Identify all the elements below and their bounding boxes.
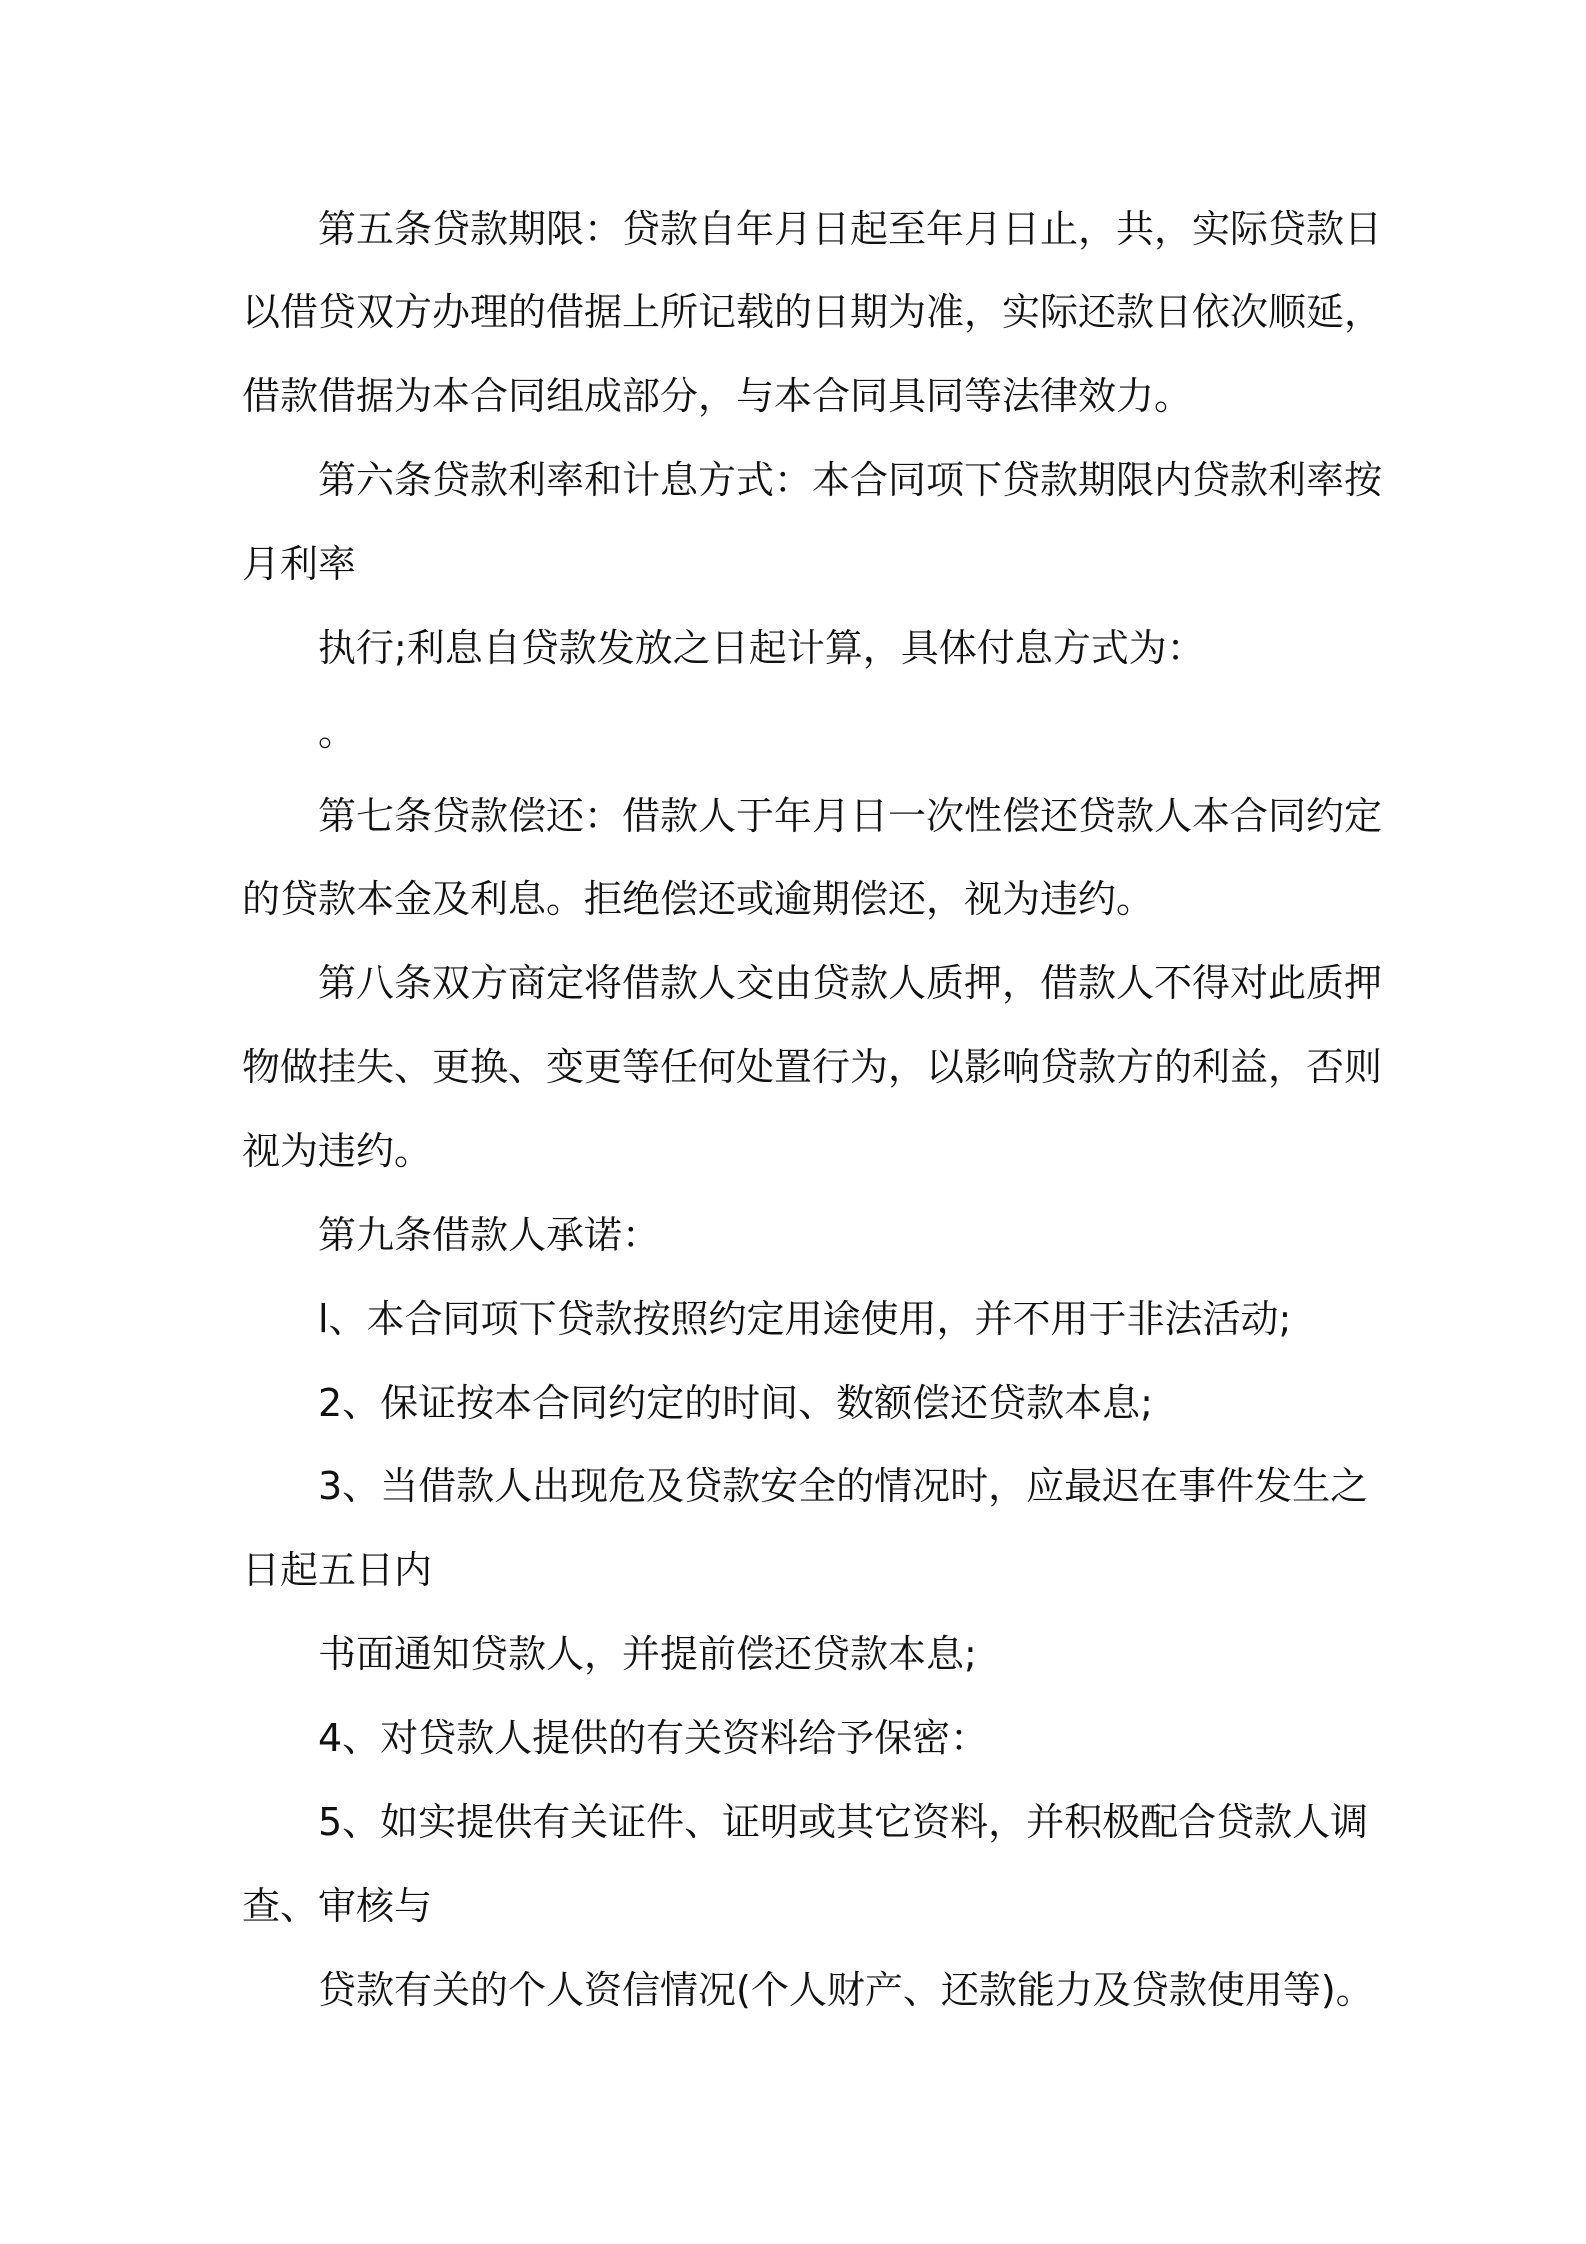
text-line: 。	[318, 710, 357, 754]
text-line: 月利率	[242, 542, 357, 586]
text-line: 5、如实提供有关证件、证明或其它资料，并积极配合贷款人调	[318, 1800, 1369, 1844]
text-line: 日起五日内	[242, 1548, 433, 1592]
text-line: 第九条借款人承诺：	[318, 1213, 661, 1257]
text-line: 书面通知贷款人，并提前偿还贷款本息;	[318, 1632, 977, 1676]
text-line: 第六条贷款利率和计息方式：本合同项下贷款期限内贷款利率按	[318, 458, 1383, 502]
text-line: 2、保证按本合同约定的时间、数额偿还贷款本息;	[318, 1381, 1153, 1425]
text-line: 3、当借款人出现危及贷款安全的情况时，应最迟在事件发生之	[318, 1464, 1369, 1508]
text-line: 执行;利息自贷款发放之日起计算，具体付息方式为：	[318, 626, 1205, 670]
text-line: 贷款有关的个人资信情况(个人财产、还款能力及贷款使用等)。	[318, 1968, 1374, 2012]
text-line: 视为违约。	[242, 1129, 433, 1173]
text-line: 4、对贷款人提供的有关资料给予保密：	[318, 1716, 989, 1760]
text-line: 物做挂失、更换、变更等任何处置行为，以影响贷款方的利益，否则	[242, 1045, 1383, 1089]
text-line: 第五条贷款期限：贷款自年月日起至年月日止，共，实际贷款日	[318, 207, 1383, 251]
text-line: 第八条双方商定将借款人交由贷款人质押，借款人不得对此质押	[318, 961, 1383, 1005]
text-line: 以借贷双方办理的借据上所记载的日期为准，实际还款日依次顺延，	[242, 290, 1383, 334]
text-line: l、本合同项下贷款按照约定用途使用，并不用于非法活动;	[318, 1297, 1292, 1341]
text-line: 查、审核与	[242, 1884, 433, 1928]
text-line: 第七条贷款偿还：借款人于年月日一次性偿还贷款人本合同约定	[318, 794, 1383, 838]
text-line: 的贷款本金及利息。拒绝偿还或逾期偿还，视为违约。	[242, 877, 1155, 921]
text-line: 借款借据为本合同组成部分，与本合同具同等法律效力。	[242, 374, 1193, 418]
